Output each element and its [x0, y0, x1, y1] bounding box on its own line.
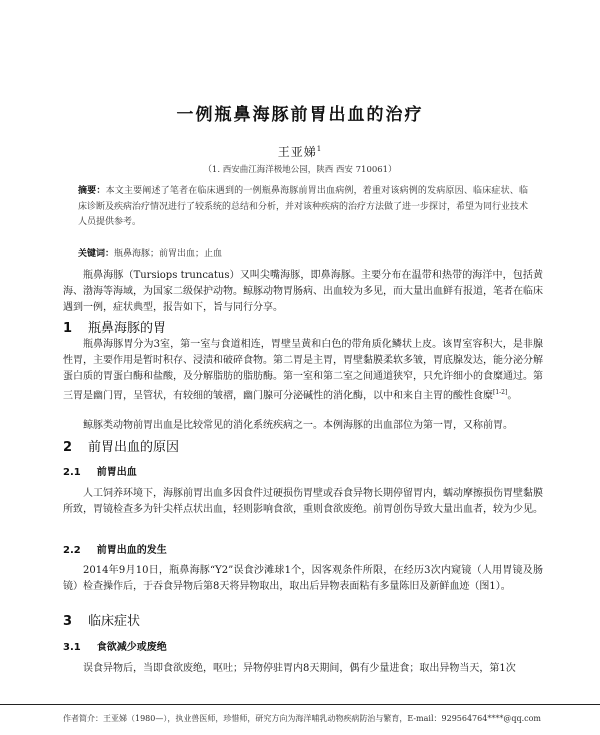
section-1-title: 瓶鼻海豚的胃: [88, 321, 167, 336]
author-name: 王亚娣: [277, 145, 317, 159]
section-2-title: 前胃出血的原因: [88, 440, 180, 455]
affiliation: （1. 西安曲江海洋极地公园，陕西 西安 710061）: [203, 165, 397, 175]
section-2-1-number: 2.1: [63, 467, 81, 478]
keywords-text: 瓶鼻海豚；前胃出血；止血: [114, 249, 223, 259]
section-3-1-paragraph: 误食异物后，当即食欲废绝，呕吐；异物停驻胃内8天期间，偶有少量进食；取出异物当天，第1次: [83, 663, 516, 674]
citation-ref: [1-2]: [493, 389, 508, 396]
section-2-heading: [63, 436, 179, 455]
section-2-2-paragraph: 2014年9月10日，瓶鼻海豚“Y2”误食沙滩球1个，因客观条件所限，在经历3次内窥镜（人用胃镜及肠镜）检查操作后，于吞食异物后第8天将异物取出，取出后异物表面粘有多量陈旧及新鲜血迹（图1）。: [63, 565, 543, 592]
section-1-paragraph-1-end: 。: [507, 390, 518, 402]
keywords: [78, 246, 528, 259]
paper-title: 一例瓶鼻海豚前胃出血的治疗: [176, 105, 424, 125]
keywords-label: 关键词：: [78, 249, 115, 259]
section-3-heading: [63, 610, 140, 629]
section-2-1-heading: [63, 463, 137, 478]
author-affiliation-mark: 1: [316, 145, 323, 153]
author-bio-footnote: 作者简介：王亚娣（1980—），执业兽医师，珍惜师，研究方向为海洋哺乳动物疾病防治与繁育，E-mail：929564764****@qq.com: [63, 714, 541, 723]
section-3-1-heading: [63, 638, 167, 653]
intro-paragraph: 瓶鼻海豚（Tursiops truncatus）又叫尖嘴海豚，即鼻海豚。主要分布在温带和热带的海洋中，包括黄海、渤海等海域，为国家二级保护动物。鲸豚动物胃肠病、出血较为多见，而大量出血鲜有报道，笔者在临床遇到一例，症状典型，报告如下，旨与同行分享。: [63, 270, 543, 313]
abstract-label: 摘要：: [78, 186, 106, 196]
section-3-1-number: 3.1: [63, 642, 81, 653]
section-1-number: 1: [63, 321, 73, 336]
section-2-1-paragraph: 人工饲养环境下，海豚前胃出血多因食件过硬损伤胃壁或吞食异物长期停留胃内，蠕动摩擦损伤胃壁黏膜所致，胃镜检查多为针尖样点状出血，轻则影响食欲，重则食欲废绝。前胃创伤导致大量出血者，较为少见。: [63, 488, 543, 515]
section-2-2-number: 2.2: [63, 545, 81, 556]
footer-rule: [0, 704, 600, 735]
section-3-number: 3: [63, 614, 73, 629]
section-1-paragraph-2: 鲸豚类动物前胃出血是比较常见的消化系统疾病之一。本例海豚的出血部位为第一胃，又称前胃。: [83, 420, 513, 431]
section-1-paragraph-1-text: 瓶鼻海豚胃分为3室，第一室与食道相连，胃壁呈黄和白色的带角质化鳞状上皮。该胃室容积大，是非腺性胃，主要作用是暂时积存、浸渍和破碎食物。第二胃是主胃，胃壁黏膜柔软多皱，胃底腺发达，能分泌分解蛋白质的胃蛋白酶和盐酸，及分解脂肪的脂肪酶。第一室和第二室之间通道狭窄，只允许细小的食糜通过。第三胃是幽门胃，呈管状，有较细的皱褶，幽门腺可分泌碱性的消化酶，以中和来自主胃的酸性食糜: [63, 339, 543, 402]
author-line: [0, 143, 600, 160]
section-2-2-title: 前胃出血的发生: [96, 545, 167, 556]
abstract: [78, 184, 528, 231]
section-1-heading: [63, 317, 166, 336]
section-1-paragraph-1: [63, 337, 543, 404]
section-3-title: 临床症状: [88, 614, 141, 629]
section-2-2-heading: [63, 541, 167, 556]
section-2-1-title: 前胃出血: [96, 467, 137, 478]
section-2-number: 2: [63, 440, 73, 455]
section-3-1-title: 食欲减少或废绝: [96, 642, 167, 653]
abstract-text: 本文主要阐述了笔者在临床遇到的一例瓶鼻海豚前胃出血病例，着重对该病例的发病原因、临床症状、临床诊断及疾病治疗情况进行了较系统的总结和分析，并对该种疾病的治疗方法做了进一步探讨，希望为同行业技术人员提供参考。: [78, 186, 529, 227]
